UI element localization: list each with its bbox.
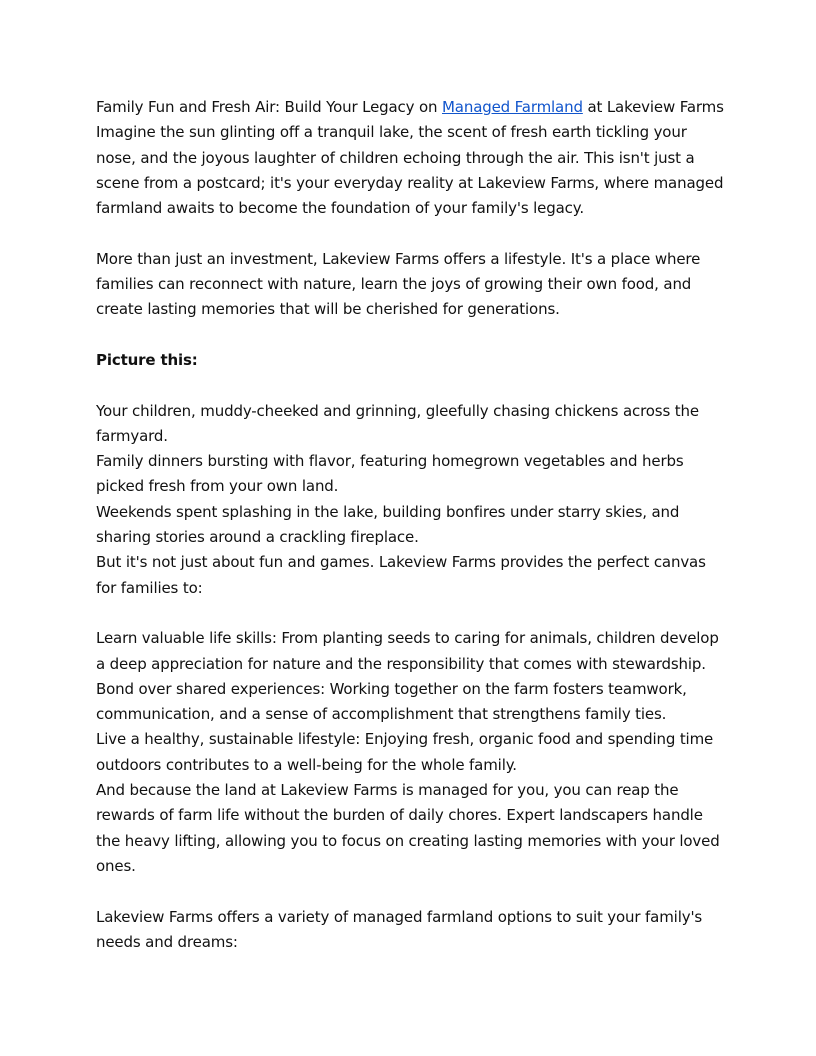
list-item: Learn valuable life skills: From planting seeds to caring for animals, children develop a deep appreciation for nature and the responsibility that comes with stewardship. [96, 629, 719, 673]
spacer [96, 323, 724, 348]
document-title [96, 95, 724, 120]
spacer [96, 373, 724, 398]
document-page [96, 95, 724, 955]
spacer [96, 879, 724, 904]
list-item: And because the land at Lakeview Farms is managed for you, you can reap the rewards of farm life without the burden of daily chores. Expert landscapers handle the heavy lifting, allowing you to focus on creating lasting memories with your loved ones. [96, 781, 720, 875]
spacer [96, 221, 724, 246]
title-suffix: at Lakeview Farms [582, 98, 724, 116]
list-item: Family dinners bursting with flavor, featuring homegrown vegetables and herbs picked fresh from your own land. [96, 452, 684, 496]
spacer [96, 601, 724, 626]
closing-paragraph: Lakeview Farms offers a variety of managed farmland options to suit your family's needs and dreams: [96, 907, 703, 951]
picture-heading: Picture this: [96, 350, 198, 369]
lifestyle-paragraph: More than just an investment, Lakeview Farms offers a lifestyle. It's a place where families can reconnect with nature, learn the joys of growing their own food, and create lasting memories that will be cherished for generations. [96, 249, 701, 319]
list-item: But it's not just about fun and games. Lakeview Farms provides the perfect canvas for families to: [96, 553, 706, 597]
list-item: Bond over shared experiences: Working together on the farm fosters teamwork, communication, and a sense of accomplishment that strengthens family ties. [96, 679, 687, 724]
title-prefix: Family Fun and Fresh Air: Build Your Legacy on [96, 98, 442, 116]
list-item: Your children, muddy-cheeked and grinning, gleefully chasing chickens across the farmyard. [96, 401, 699, 445]
list-item: Weekends spent splashing in the lake, building bonfires under starry skies, and sharing stories around a crackling fireplace. [96, 502, 680, 547]
managed-farmland-link[interactable]: Managed Farmland [442, 98, 583, 116]
list-item: Live a healthy, sustainable lifestyle: Enjoying fresh, organic food and spending time outdoors contributes to a well-being for the whole family. [96, 730, 714, 774]
intro-paragraph: Imagine the sun glinting off a tranquil lake, the scent of fresh earth tickling your nose, and the joyous laughter of children echoing through the air. This isn't just a scene from a postcard; it's your everyday reality at Lakeview Farms, where managed farmland awaits to become the foundation of your family's legacy. [96, 123, 724, 218]
